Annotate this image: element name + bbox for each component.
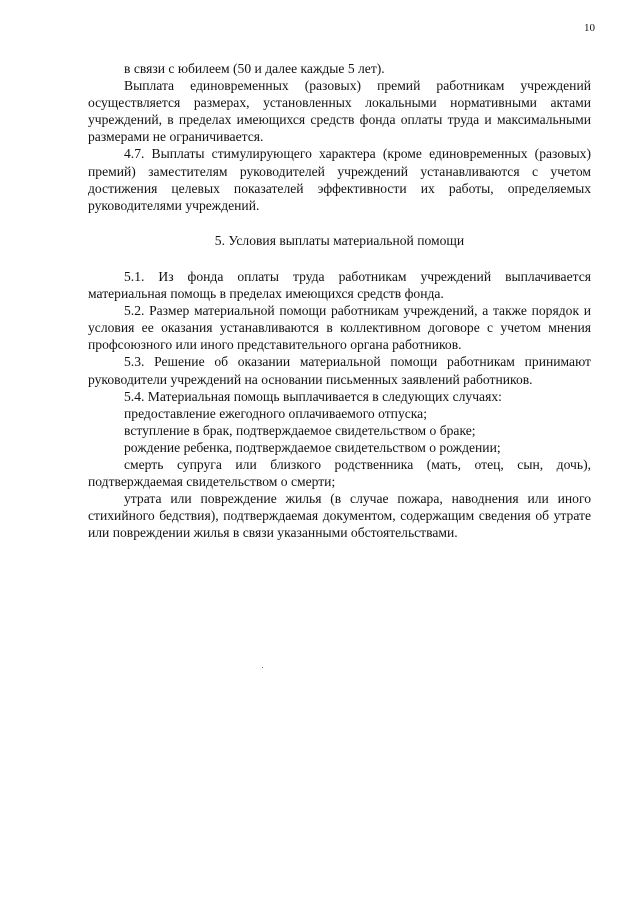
paragraph-5-1: 5.1. Из фонда оплаты труда работникам учреждений выплачивается материальная помощь в пределах имеющихся средств фонда. [88, 268, 591, 302]
paragraph-4-7: 4.7. Выплаты стимулирующего характера (кроме единовременных (разовых) премий) заместителям руководителей учреждений устанавливаются с учетом достижения целевых показателей эффективности их работы, определяемых руководителями учреждений. [88, 146, 591, 213]
list-item-vacation: предоставление ежегодного оплачиваемого отпуска; [124, 405, 427, 421]
paragraph-5-3: 5.3. Решение об оказании материальной помощи работникам принимают руководители учреждений на основании письменных заявлений работников. [88, 354, 591, 387]
list-item-marriage: вступление в брак, подтверждаемое свидетельством о браке; [124, 422, 476, 438]
list-item-childbirth: рождение ребенка, подтверждаемое свидетельством о рождении; [124, 439, 501, 455]
paragraph-jubilee: в связи с юбилеем (50 и далее каждые 5 лет). [124, 61, 385, 76]
paragraph-5-2: 5.2. Размер материальной помощи работникам учреждений, а также порядок и условия ее оказания устанавливаются в коллективном договоре с учетом мнения профсоюзного или иного представительного органа работников. [88, 303, 591, 353]
paragraph-one-time-bonus: Выплата единовременных (разовых) премий работникам учреждений осуществляется размерах, установленных локальными нормативными актами учреждений, в пределах имеющихся средств фонда оплаты труда и максимальными размерами не ограничивается. [88, 78, 591, 145]
document-body [88, 60, 591, 541]
section-heading: 5. Условия выплаты материальной помощи [214, 232, 465, 248]
page-number: 10 [584, 22, 595, 34]
list-item-housing-loss: утрата или повреждение жилья (в случае пожара, наводнения или иного стихийного бедствия), подтверждаемая документом, содержащим сведения об утрате или повреждении жилья в связи указанными обстоятельствами. [88, 491, 591, 541]
paragraph-5-4: 5.4. Материальная помощь выплачивается в следующих случаях: [124, 388, 502, 404]
list-item-death: смерть супруга или близкого родственника (мать, отец, сын, дочь), подтверждаемая свидетельством о смерти; [88, 456, 591, 490]
scan-speck [262, 667, 263, 668]
